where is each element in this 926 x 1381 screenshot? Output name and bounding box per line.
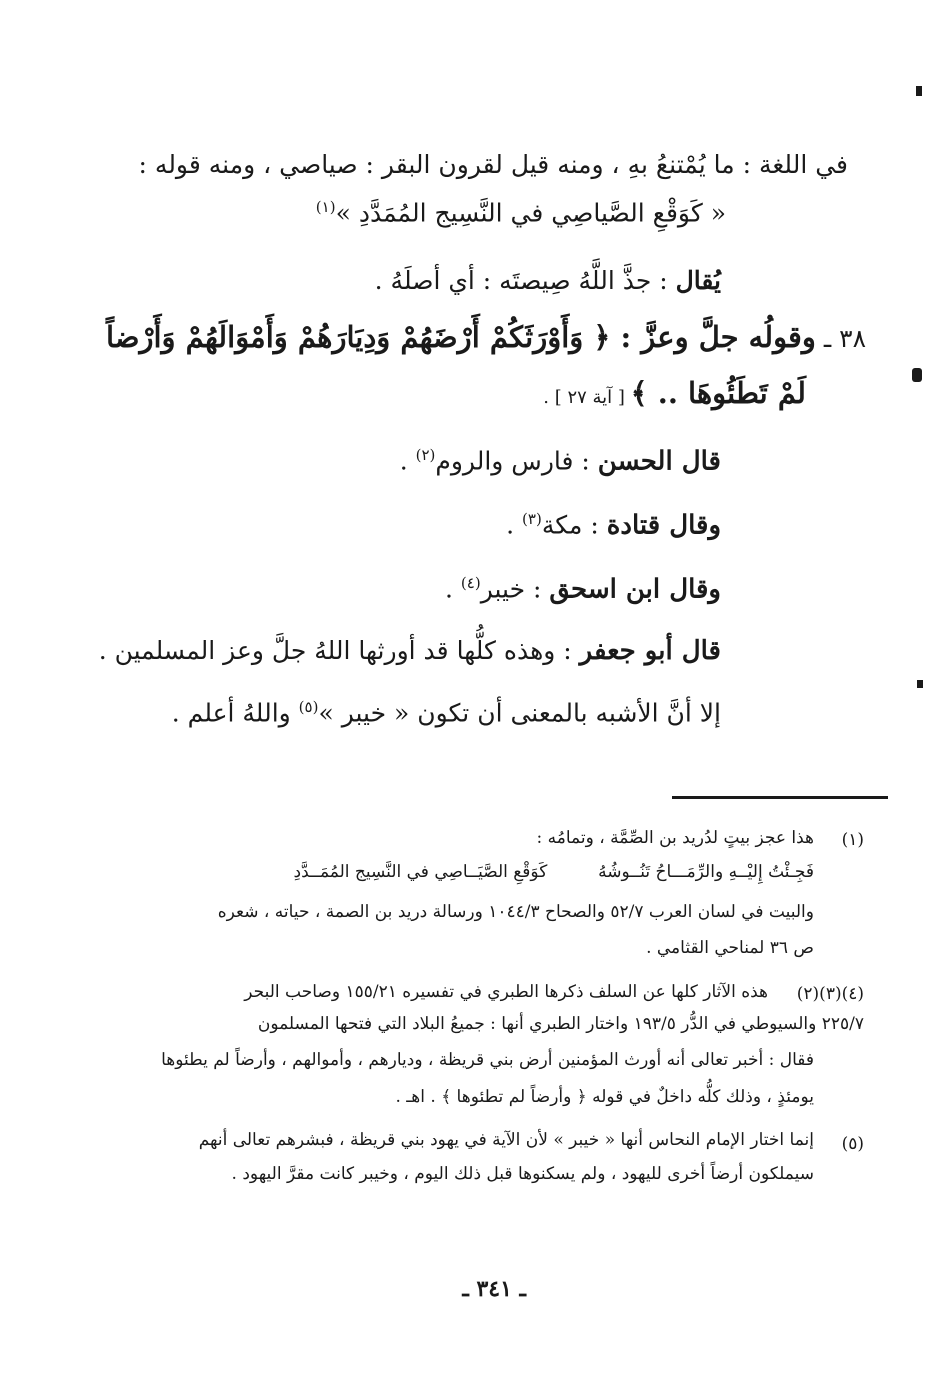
footnote-text: هذه الآثار كلها عن السلف ذكرها الطبري في تفسيره ١٥٥/٢١ وصاحب البحر xyxy=(244,982,768,1002)
footnote-1-verse xyxy=(114,862,814,882)
quote-end: . xyxy=(399,446,416,476)
footnote-text: فقال : أخبر تعالى أنه أورث المؤمنين أرض بني قريظة ، وديارهم ، وأموالهم ، وأرضاً لم يطئوها xyxy=(161,1050,814,1070)
footnote-marker: (٢)(٣)(٤) xyxy=(796,984,864,1004)
quote-text: : وهذه كلُّها قد أورثها اللهُ جلَّ وعز المسلمين . xyxy=(98,636,580,665)
footnote-verse-second-half: كَوَقْعِ الصَّيَــاصِي في النَّسِيج المُمَــدَّدِ xyxy=(293,862,548,882)
body-text: : جذَّ اللَّهُ صِيصتَه : أي أصلَهُ . xyxy=(374,266,676,295)
poetry-quote-line xyxy=(316,198,726,227)
scan-mark-lower xyxy=(917,680,923,688)
footnote-2-line-4 xyxy=(396,1086,815,1107)
footnote-text: إنما اختار الإمام النحاس أنها « خيبر » لأن الآية في يهود بني قريظة ، فبشرهم تعالى أنهم xyxy=(198,1130,814,1150)
footnote-text: هذا عجز بيتٍ لدُريد بن الصِّمَّة ، وتمامُه : xyxy=(536,828,814,848)
term-label: يُقال xyxy=(675,266,721,295)
quote-text: : مكة xyxy=(541,510,607,540)
body-line-1 xyxy=(128,150,848,179)
footnote-ref-5: (٥) xyxy=(298,698,319,716)
quote-end: . xyxy=(445,574,461,604)
footnote-ref-2: (٢) xyxy=(415,446,436,464)
quote-al-hasan xyxy=(400,446,721,476)
verse-number: ٣٨ ـ xyxy=(815,324,866,353)
footnote-marker: (١) xyxy=(841,830,864,850)
quote-abu-jafar xyxy=(99,636,721,666)
footnote-5-line-1 xyxy=(124,1130,814,1150)
verse-reference: [ آية ٢٧ ] . xyxy=(543,387,631,408)
body-conclusion xyxy=(172,698,721,727)
quote-end: . xyxy=(506,510,523,540)
poetry-quote: « كَوَقْعِ الصَّياصِي في النَّسِيج المُمَدَّدِ » xyxy=(335,198,726,228)
footnote-5-marker xyxy=(842,1134,864,1154)
quote-text: : فارس والروم xyxy=(435,446,598,476)
quote-qatada xyxy=(506,510,721,540)
page-number xyxy=(462,1276,526,1302)
footnote-text: ص ٣٦ لمناحي القثامي . xyxy=(646,938,814,958)
quote-ibn-ishaq xyxy=(445,574,721,604)
footnote-marker: (٥) xyxy=(841,1134,864,1154)
footnote-2-line-2 xyxy=(126,1014,864,1034)
speaker-label: وقال ابن اسحق xyxy=(549,574,721,605)
footnote-ref-3: (٣) xyxy=(522,510,542,528)
speaker-label: وقال قتادة xyxy=(606,510,721,541)
scan-mark-middle xyxy=(912,368,922,382)
footnote-ref-1: (١) xyxy=(315,198,336,216)
verse-intro: وقولُه جلَّ وعزَّ : xyxy=(610,320,816,354)
body-text: إلا أنَّ الأشبه بالمعنى أن تكون « خيبر » xyxy=(318,698,721,728)
footnote-1-line-4 xyxy=(646,938,814,958)
footnote-1-line-1 xyxy=(536,828,814,848)
footnote-separator xyxy=(672,796,888,799)
footnote-2-line-1 xyxy=(128,982,768,1002)
verse-heading-line xyxy=(106,320,866,354)
quote-text: : خيبر xyxy=(480,574,550,604)
page-number-text: ـ ٣٤١ ـ xyxy=(462,1276,526,1302)
speaker-label: قال الحسن xyxy=(597,446,721,477)
footnote-1-marker xyxy=(842,830,864,850)
footnote-ref-4: (٤) xyxy=(460,574,481,592)
footnote-text: سيملكون أرضاً أخرى لليهود ، ولم يسكنوها قبل ذلك اليوم ، وخيبر كانت مقرَّ اليهود . xyxy=(231,1164,814,1184)
speaker-label: قال أبو جعفر xyxy=(579,636,721,666)
body-line-3 xyxy=(375,266,721,295)
footnote-2-line-3 xyxy=(124,1050,814,1070)
quran-verse-part-2: لَمْ تَطَئُوهَا .. ﴾ xyxy=(630,376,806,410)
footnote-1-line-3 xyxy=(124,902,814,922)
footnote-5-line-2 xyxy=(232,1164,814,1184)
scan-mark-top xyxy=(916,86,922,96)
footnote-2-marker xyxy=(797,984,864,1004)
body-text: واللهُ أعلم . xyxy=(171,698,299,728)
body-text: في اللغة : ما يُمْتنعُ بهِ ، ومنه قيل لقرون البقر : صياصي ، ومنه قوله : xyxy=(138,150,848,179)
verse-continuation-line xyxy=(543,376,806,410)
quran-verse-part-1: ﴿ وَأَوْرَثَكُمْ أَرْضَهُمْ وَدِيَارَهُمْ وَأَمْوَالَهُمْ وَأَرْضاً xyxy=(106,320,611,354)
footnote-text: يومئذٍ ، وذلك كلُّه داخلٌ في قوله ﴿ وأرضاً لم تطئوها ﴾ . اهـ . xyxy=(395,1087,814,1107)
footnote-text: ٢٢٥/٧ والسيوطي في الدُّر ١٩٣/٥ واختار الطبري أنها : جميعُ البلاد التي فتحها المسلمون xyxy=(257,1014,864,1034)
footnote-verse-first-half: فَجِـئْتُ إِليْــهِ والرِّمَـــاحُ تَنُــوشُهُ xyxy=(598,862,814,882)
footnote-text: والبيت في لسان العرب ٥٢/٧ والصحاح ١٠٤٤/٣ ورسالة دريد بن الصمة ، حياته ، شعره xyxy=(217,902,814,922)
